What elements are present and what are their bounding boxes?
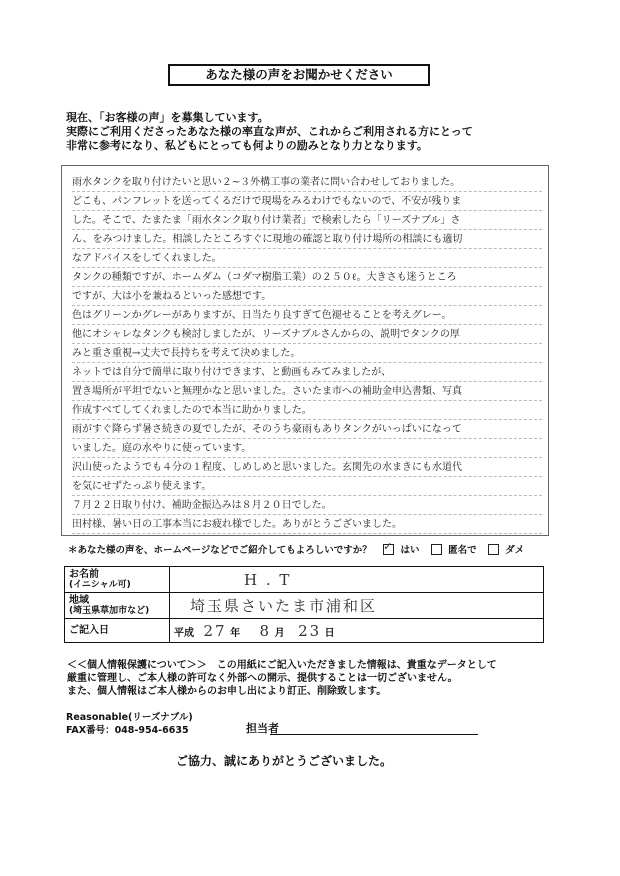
staff-label: 担当者: [246, 722, 279, 735]
voice-line: 沢山使ったようでも４分の１程度、しめしめと思いました。玄関先の水まきにも水道代: [72, 458, 542, 477]
consent-row: [68, 542, 524, 556]
name-field[interactable]: [170, 567, 544, 593]
voice-line: した。そこで、たまたま「雨水タンク取り付け業者」で検索したら「リーズナブル」さ: [72, 211, 542, 230]
intro-line: 実際にご利用くださったあなた様の率直な声が、これからご利用される方にとって: [66, 125, 473, 138]
region-field[interactable]: [170, 593, 544, 619]
date-label: ご記入日: [69, 625, 109, 636]
voice-line: 置き場所が平坦でないと無理かなと思いました。さいたま市への補助金申込書類、写真: [72, 382, 542, 401]
voice-line: 雨がすぐ降らず暑さ続きの夏でしたが、そのうち豪雨もありタンクがいっぱいになって: [72, 420, 542, 439]
voice-line: 色はグリーンかグレーがありますが、日当たり良すぎて色褪せることを考えグレー。: [72, 306, 542, 325]
month-value: 8: [259, 621, 272, 640]
info-table: [64, 566, 544, 643]
voice-line: ですが、大は小を兼ねるといった感想です。: [72, 287, 542, 306]
name-sublabel: (イニシャル可): [69, 579, 131, 590]
voice-line: ７月２２日取り付け、補助金振込みは８月２０日でした。: [72, 496, 542, 515]
era-label: 平成: [174, 627, 194, 639]
company-info: [66, 711, 193, 737]
intro-line: 現在、「お客様の声」を募集しています。: [66, 111, 269, 124]
region-label-cell: [65, 593, 170, 619]
consent-anonymous-label: 匿名で: [448, 545, 477, 556]
name-label: お名前: [69, 568, 99, 580]
voice-line: みと重さ重視→丈夫で長持ちを考えて決めました。: [72, 344, 542, 363]
consent-question: ＊あなた様の声を、ホームページなどでご紹介してもよろしいですか？: [68, 545, 372, 556]
consent-yes-checkbox[interactable]: [383, 544, 394, 555]
voice-line: 雨水タンクを取り付けたいと思い２~３外構工事の業者に問い合わせしておりました。: [72, 173, 542, 192]
region-label: 地域: [69, 594, 89, 606]
consent-no-label: ダメ: [505, 545, 525, 556]
voice-line: いました。庭の水やりに使っています。: [72, 439, 542, 458]
privacy-line: 厳重に管理し、ご本人様の許可なく外部への開示、提供することは一切ございません。: [67, 673, 458, 684]
customer-voice-text: [72, 173, 542, 534]
intro-text: [66, 111, 506, 153]
day-value: 23: [298, 621, 322, 640]
privacy-line: ＜＜個人情報保護について＞＞ この用紙にご記入いただきました情報は、貴重なデータとして: [67, 660, 497, 671]
voice-line: 作成すべてしてくれましたので本当に助かりました。: [72, 401, 542, 420]
consent-no-checkbox[interactable]: [488, 544, 499, 555]
day-unit: 日: [324, 627, 335, 639]
privacy-notice: [67, 659, 547, 698]
date-field[interactable]: [170, 619, 544, 643]
consent-anonymous-checkbox[interactable]: [431, 544, 442, 555]
intro-line: 非常に参考になり、私どもにとっても何よりの励みとなり力となります。: [66, 139, 428, 152]
consent-yes-label: はい: [400, 545, 420, 556]
year-unit: 年: [230, 627, 241, 639]
fax-number: FAX番号：048-954-6635: [66, 725, 189, 736]
year-value: 27: [203, 621, 227, 640]
voice-line: タンクの種類ですが、ホームダム（コダマ樹脂工業）の２５０ℓ。大きさも迷うところ: [72, 268, 542, 287]
voice-line: なアドバイスをしてくれました。: [72, 249, 542, 268]
voice-line: ネットでは自分で簡単に取り付けできます、と動画もみてみましたが、: [72, 363, 542, 382]
company-name: Reasonable(リーズナブル): [66, 712, 193, 723]
voice-line: 他にオシャレなタンクも検討しましたが、リーズナブルさんからの、説明でタンクの厚: [72, 325, 542, 344]
form-title: あなた様の声をお聞かせください: [168, 64, 430, 86]
voice-line: 田村様、暑い日の工事本当にお疲れ様でした。ありがとうございました。: [72, 515, 542, 534]
staff-signature-line[interactable]: [270, 734, 478, 735]
thanks-message: ご協力、誠にありがとうございました。: [176, 754, 393, 768]
region-sublabel: (埼玉県草加市など): [69, 605, 150, 616]
voice-line: を気にせずたっぷり使えます。: [72, 477, 542, 496]
voice-line: ん、をみつけました。相談したところすぐに現地の確認と取り付け場所の相談にも適切: [72, 230, 542, 249]
privacy-line: また、個人情報はご本人様からのお申し出により訂正、削除致します。: [67, 686, 387, 697]
date-label-cell: [65, 619, 170, 643]
region-value: 埼玉県さいたま市浦和区: [190, 597, 378, 615]
name-label-cell: [65, 567, 170, 593]
month-unit: 月: [274, 627, 285, 639]
name-value: H . T: [244, 570, 292, 589]
voice-line: どこも、パンフレットを送ってくるだけで現場をみるわけでもないので、不安が残りま: [72, 192, 542, 211]
